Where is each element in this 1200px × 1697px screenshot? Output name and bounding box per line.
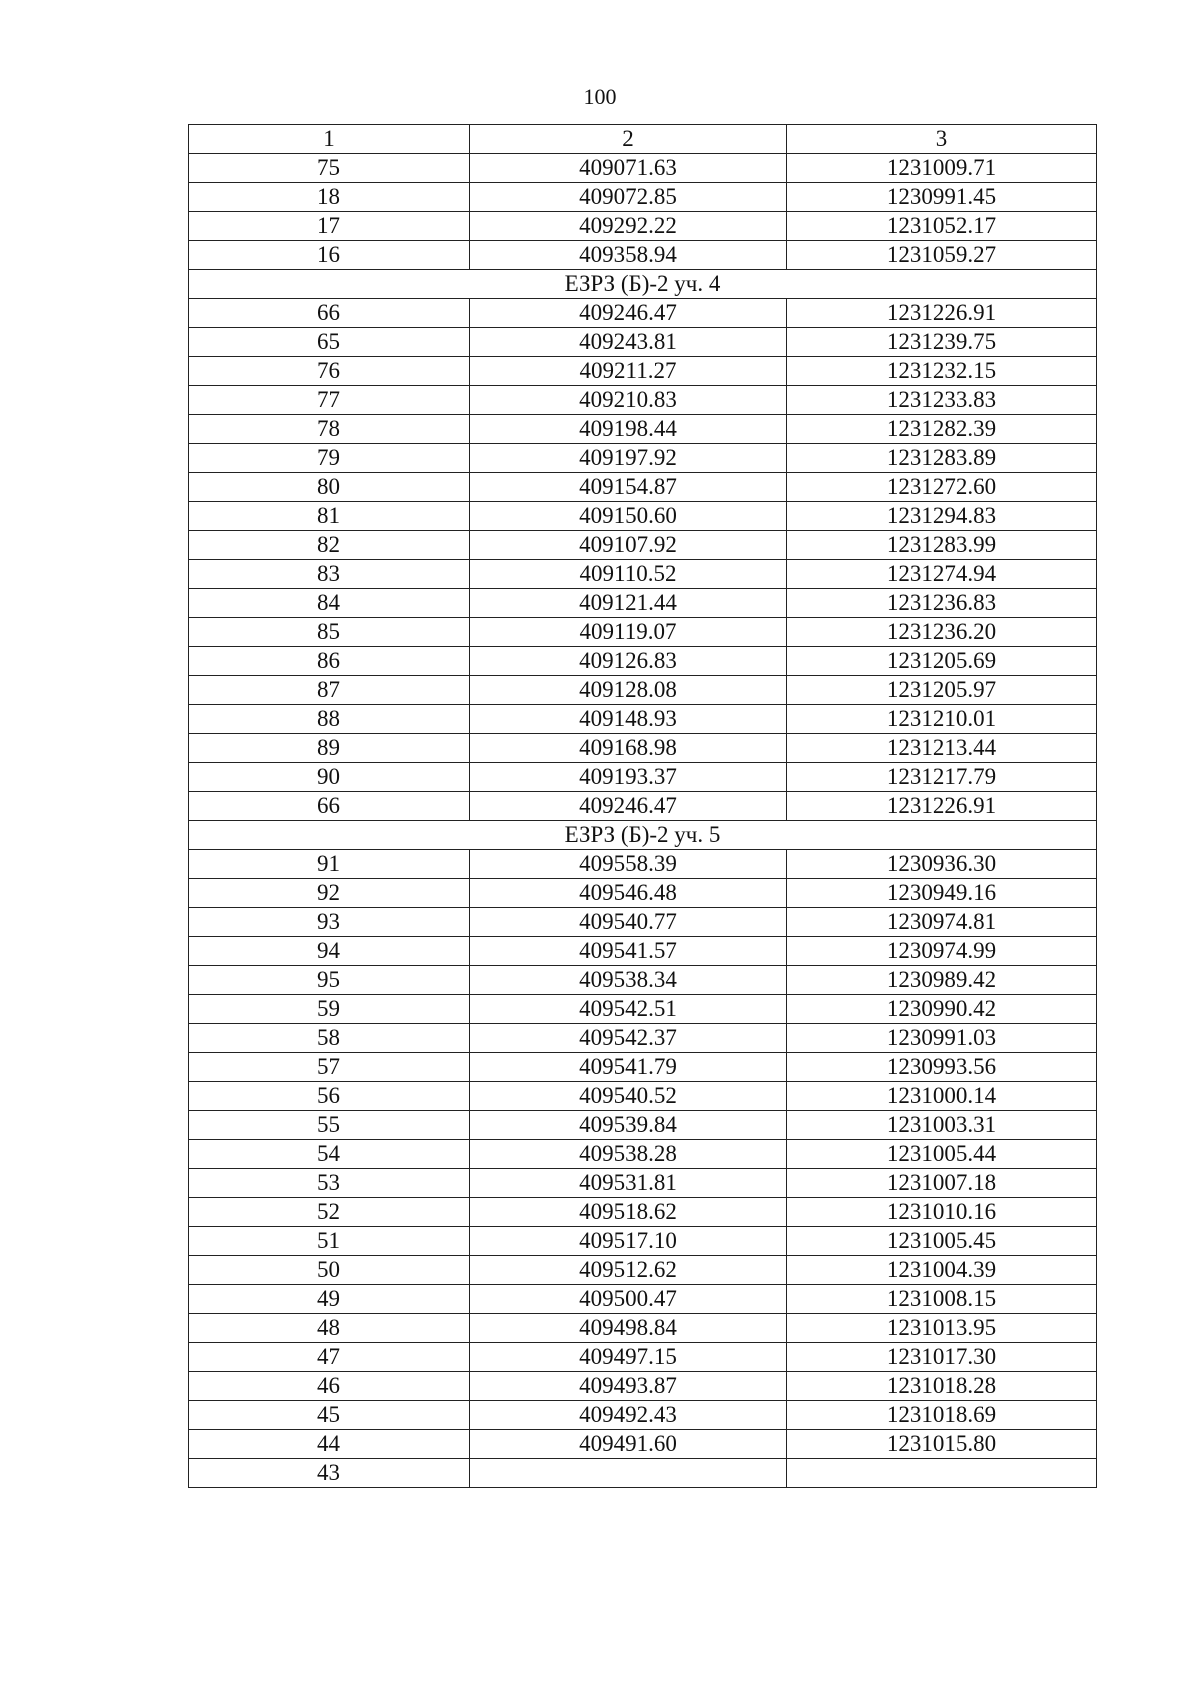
y-coordinate-cell: 1231003.31: [787, 1111, 1097, 1140]
table-row: [189, 734, 1097, 763]
x-coordinate-cell: 409517.10: [470, 1227, 787, 1256]
x-coordinate-cell: 409546.48: [470, 879, 787, 908]
x-coordinate-cell: 409500.47: [470, 1285, 787, 1314]
point-number-cell: 17: [189, 212, 470, 241]
point-number-cell: 56: [189, 1082, 470, 1111]
x-coordinate-cell: 409148.93: [470, 705, 787, 734]
table-row: [189, 879, 1097, 908]
point-number-cell: 55: [189, 1111, 470, 1140]
point-number-cell: 81: [189, 502, 470, 531]
table-row: [189, 589, 1097, 618]
x-coordinate-cell: 409531.81: [470, 1169, 787, 1198]
x-coordinate-cell: 409497.15: [470, 1343, 787, 1372]
y-coordinate-cell: 1231232.15: [787, 357, 1097, 386]
x-coordinate-cell: 409541.79: [470, 1053, 787, 1082]
table-row: [189, 1459, 1097, 1488]
page-number: 100: [583, 84, 617, 109]
point-number-cell: 16: [189, 241, 470, 270]
table-row: [189, 444, 1097, 473]
point-number-cell: 44: [189, 1430, 470, 1459]
x-coordinate-cell: 409246.47: [470, 792, 787, 821]
point-number-cell: 66: [189, 299, 470, 328]
x-coordinate-cell: 409107.92: [470, 531, 787, 560]
x-coordinate-cell: 409540.77: [470, 908, 787, 937]
point-number-cell: 54: [189, 1140, 470, 1169]
x-coordinate-cell: 409243.81: [470, 328, 787, 357]
y-coordinate-cell: 1231000.14: [787, 1082, 1097, 1111]
x-coordinate-cell: 409154.87: [470, 473, 787, 502]
table-row: [189, 1227, 1097, 1256]
table-row: [189, 1343, 1097, 1372]
y-coordinate-cell: 1231059.27: [787, 241, 1097, 270]
y-coordinate-cell: 1231236.83: [787, 589, 1097, 618]
point-number-cell: 78: [189, 415, 470, 444]
point-number-cell: 57: [189, 1053, 470, 1082]
x-coordinate-cell: 409493.87: [470, 1372, 787, 1401]
table-row: [189, 618, 1097, 647]
y-coordinate-cell: 1231294.83: [787, 502, 1097, 531]
point-number-cell: 85: [189, 618, 470, 647]
table-row: [189, 1430, 1097, 1459]
table-row: [189, 1285, 1097, 1314]
y-coordinate-cell: 1231283.89: [787, 444, 1097, 473]
point-number-cell: 91: [189, 850, 470, 879]
x-coordinate-cell: 409150.60: [470, 502, 787, 531]
point-number-cell: 49: [189, 1285, 470, 1314]
table-row: [189, 1169, 1097, 1198]
point-number-cell: 87: [189, 676, 470, 705]
table-row: [189, 1256, 1097, 1285]
table-row: [189, 995, 1097, 1024]
y-coordinate-cell: 1231007.18: [787, 1169, 1097, 1198]
point-number-cell: 94: [189, 937, 470, 966]
table-row: [189, 850, 1097, 879]
x-coordinate-cell: 409540.52: [470, 1082, 787, 1111]
x-coordinate-cell: 409126.83: [470, 647, 787, 676]
y-coordinate-cell: 1230991.45: [787, 183, 1097, 212]
point-number-cell: 89: [189, 734, 470, 763]
y-coordinate-cell: 1231236.20: [787, 618, 1097, 647]
x-coordinate-cell: 409211.27: [470, 357, 787, 386]
table-row: [189, 154, 1097, 183]
table-row: [189, 328, 1097, 357]
y-coordinate-cell: 1231205.97: [787, 676, 1097, 705]
y-coordinate-cell: 1230974.81: [787, 908, 1097, 937]
table-row: [189, 386, 1097, 415]
table-row: [189, 531, 1097, 560]
y-coordinate-cell: 1231018.69: [787, 1401, 1097, 1430]
point-number-cell: 79: [189, 444, 470, 473]
table-row: [189, 212, 1097, 241]
table-header-row: [189, 125, 1097, 154]
x-coordinate-cell: 409121.44: [470, 589, 787, 618]
table-row: [189, 299, 1097, 328]
table-row: [189, 502, 1097, 531]
table-row: [189, 792, 1097, 821]
point-number-cell: 53: [189, 1169, 470, 1198]
x-coordinate-cell: 409210.83: [470, 386, 787, 415]
x-coordinate-cell: 409128.08: [470, 676, 787, 705]
column-header-point: 1: [189, 125, 470, 154]
point-number-cell: 48: [189, 1314, 470, 1343]
point-number-cell: 95: [189, 966, 470, 995]
point-number-cell: 84: [189, 589, 470, 618]
x-coordinate-cell: 409193.37: [470, 763, 787, 792]
x-coordinate-cell: 409512.62: [470, 1256, 787, 1285]
x-coordinate-cell: 409491.60: [470, 1430, 787, 1459]
x-coordinate-cell: 409498.84: [470, 1314, 787, 1343]
point-number-cell: 50: [189, 1256, 470, 1285]
y-coordinate-cell: 1231052.17: [787, 212, 1097, 241]
table-row: [189, 908, 1097, 937]
x-coordinate-cell: 409492.43: [470, 1401, 787, 1430]
y-coordinate-cell: 1231008.15: [787, 1285, 1097, 1314]
table-row: [189, 647, 1097, 676]
point-number-cell: 52: [189, 1198, 470, 1227]
point-number-cell: 43: [189, 1459, 470, 1488]
y-coordinate-cell: 1231283.99: [787, 531, 1097, 560]
y-coordinate-cell: 1230990.42: [787, 995, 1097, 1024]
point-number-cell: 47: [189, 1343, 470, 1372]
point-number-cell: 80: [189, 473, 470, 502]
y-coordinate-cell: 1231239.75: [787, 328, 1097, 357]
x-coordinate-cell: 409542.51: [470, 995, 787, 1024]
x-coordinate-cell: 409197.92: [470, 444, 787, 473]
point-number-cell: 46: [189, 1372, 470, 1401]
y-coordinate-cell: 1231213.44: [787, 734, 1097, 763]
x-coordinate-cell: 409072.85: [470, 183, 787, 212]
y-coordinate-cell: 1231018.28: [787, 1372, 1097, 1401]
table-row: [189, 415, 1097, 444]
y-coordinate-cell: 1231004.39: [787, 1256, 1097, 1285]
x-coordinate-cell: 409538.34: [470, 966, 787, 995]
column-header-x: 2: [470, 125, 787, 154]
x-coordinate-cell: 409246.47: [470, 299, 787, 328]
table-row: [189, 357, 1097, 386]
x-coordinate-cell: 409539.84: [470, 1111, 787, 1140]
table-row: [189, 1082, 1097, 1111]
table-row: [189, 1140, 1097, 1169]
x-coordinate-cell: 409071.63: [470, 154, 787, 183]
point-number-cell: 76: [189, 357, 470, 386]
point-number-cell: 59: [189, 995, 470, 1024]
point-number-cell: 51: [189, 1227, 470, 1256]
y-coordinate-cell: 1231015.80: [787, 1430, 1097, 1459]
y-coordinate-cell: 1231272.60: [787, 473, 1097, 502]
point-number-cell: 77: [189, 386, 470, 415]
x-coordinate-cell: 409119.07: [470, 618, 787, 647]
point-number-cell: 83: [189, 560, 470, 589]
y-coordinate-cell: 1231233.83: [787, 386, 1097, 415]
section-title-row: [189, 821, 1097, 850]
y-coordinate-cell: 1231009.71: [787, 154, 1097, 183]
x-coordinate-cell: 409292.22: [470, 212, 787, 241]
point-number-cell: 65: [189, 328, 470, 357]
x-coordinate-cell: 409110.52: [470, 560, 787, 589]
x-coordinate-cell: 409198.44: [470, 415, 787, 444]
point-number-cell: 58: [189, 1024, 470, 1053]
table-row: [189, 705, 1097, 734]
point-number-cell: 86: [189, 647, 470, 676]
table-row: [189, 1401, 1097, 1430]
y-coordinate-cell: 1230974.99: [787, 937, 1097, 966]
x-coordinate-cell: 409168.98: [470, 734, 787, 763]
column-header-y: 3: [787, 125, 1097, 154]
table-row: [189, 183, 1097, 212]
y-coordinate-cell: 1231226.91: [787, 792, 1097, 821]
y-coordinate-cell: 1231013.95: [787, 1314, 1097, 1343]
y-coordinate-cell: 1230936.30: [787, 850, 1097, 879]
point-number-cell: 66: [189, 792, 470, 821]
y-coordinate-cell: 1230949.16: [787, 879, 1097, 908]
y-coordinate-cell: 1231274.94: [787, 560, 1097, 589]
y-coordinate-cell: 1231226.91: [787, 299, 1097, 328]
y-coordinate-cell: 1230991.03: [787, 1024, 1097, 1053]
y-coordinate-cell: 1230993.56: [787, 1053, 1097, 1082]
table-row: [189, 1314, 1097, 1343]
y-coordinate-cell: 1231005.44: [787, 1140, 1097, 1169]
table-row: [189, 763, 1097, 792]
y-coordinate-cell: 1231010.16: [787, 1198, 1097, 1227]
x-coordinate-cell: 409541.57: [470, 937, 787, 966]
table-row: [189, 1024, 1097, 1053]
point-number-cell: 75: [189, 154, 470, 183]
y-coordinate-cell: 1231005.45: [787, 1227, 1097, 1256]
table-row: [189, 473, 1097, 502]
x-coordinate-cell: 409542.37: [470, 1024, 787, 1053]
y-coordinate-cell: 1231017.30: [787, 1343, 1097, 1372]
point-number-cell: 82: [189, 531, 470, 560]
point-number-cell: 90: [189, 763, 470, 792]
x-coordinate-cell: 409358.94: [470, 241, 787, 270]
coordinates-table: [188, 124, 1097, 1488]
table-row: [189, 1111, 1097, 1140]
y-coordinate-cell: 1231217.79: [787, 763, 1097, 792]
point-number-cell: 45: [189, 1401, 470, 1430]
x-coordinate-cell: 409558.39: [470, 850, 787, 879]
x-coordinate-cell: 409518.62: [470, 1198, 787, 1227]
y-coordinate-cell: 1231282.39: [787, 415, 1097, 444]
point-number-cell: 18: [189, 183, 470, 212]
table-row: [189, 241, 1097, 270]
point-number-cell: 93: [189, 908, 470, 937]
y-coordinate-cell: [787, 1459, 1097, 1488]
section-title: ЕЗРЗ (Б)-2 уч. 4: [189, 270, 1097, 299]
table-row: [189, 937, 1097, 966]
y-coordinate-cell: 1231210.01: [787, 705, 1097, 734]
x-coordinate-cell: 409538.28: [470, 1140, 787, 1169]
table-row: [189, 560, 1097, 589]
point-number-cell: 92: [189, 879, 470, 908]
table-row: [189, 1198, 1097, 1227]
section-title-row: [189, 270, 1097, 299]
table-row: [189, 1053, 1097, 1082]
y-coordinate-cell: 1231205.69: [787, 647, 1097, 676]
table-row: [189, 966, 1097, 995]
y-coordinate-cell: 1230989.42: [787, 966, 1097, 995]
point-number-cell: 88: [189, 705, 470, 734]
table-row: [189, 676, 1097, 705]
section-title: ЕЗРЗ (Б)-2 уч. 5: [189, 821, 1097, 850]
coordinates-table-body: [189, 125, 1097, 1488]
x-coordinate-cell: [470, 1459, 787, 1488]
table-row: [189, 1372, 1097, 1401]
